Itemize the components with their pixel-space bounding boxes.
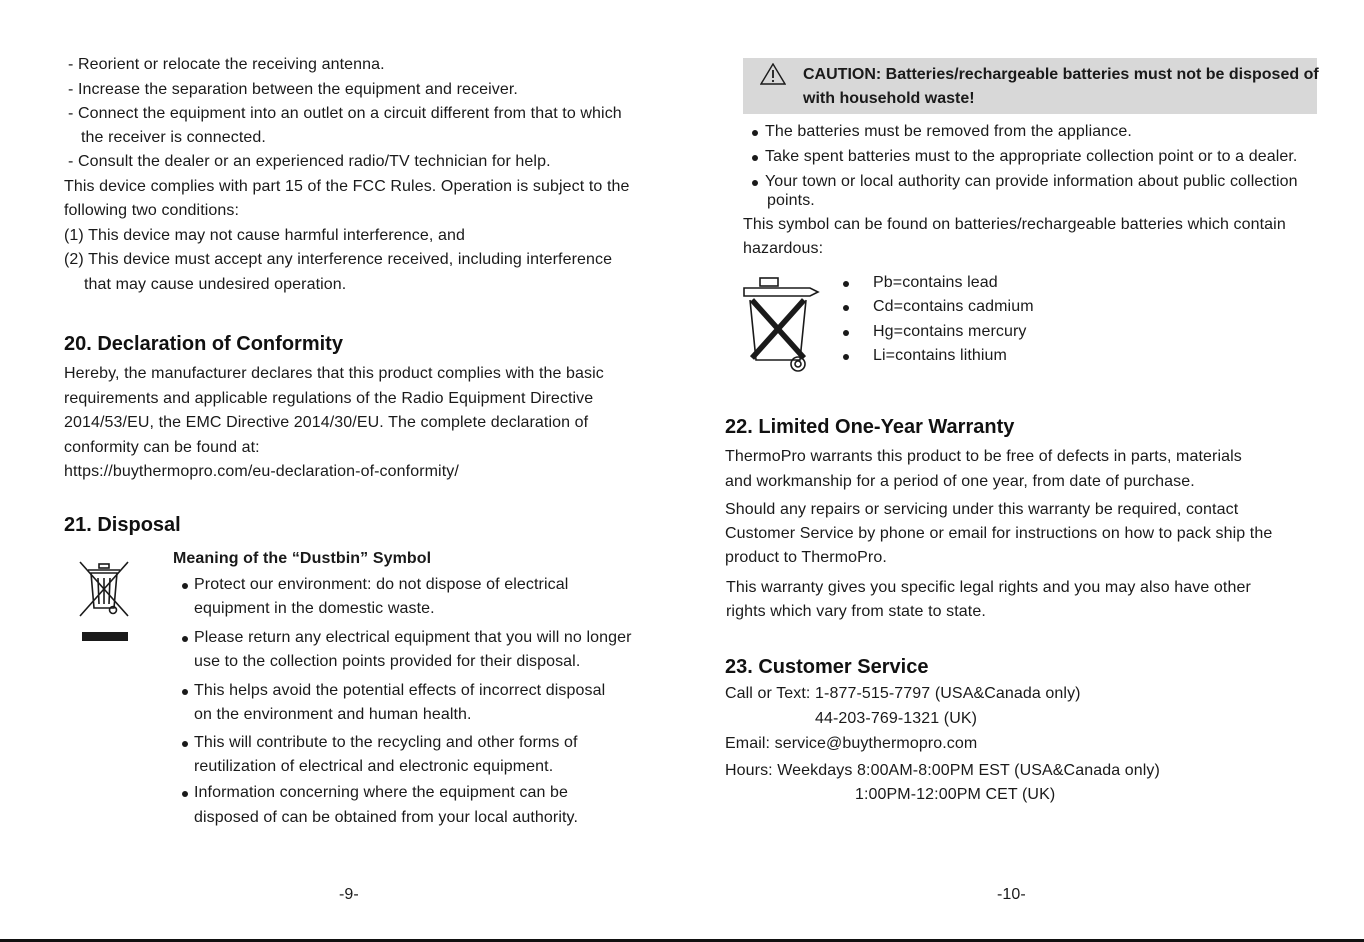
disposal-bullet-line: on the environment and human health. bbox=[194, 706, 472, 723]
warranty-line: Customer Service by phone or email for instructions on how to pack ship the bbox=[725, 525, 1273, 542]
disposal-bullet-line: disposed of can be obtained from your local authority. bbox=[194, 809, 578, 826]
bullet-dot bbox=[843, 354, 849, 360]
disposal-bullet-line: This will contribute to the recycling and other forms of bbox=[194, 734, 578, 751]
fcc-line-2: - Increase the separation between the equipment and receiver. bbox=[68, 81, 518, 98]
conformity-url[interactable]: https://buythermopro.com/eu-declaration-of-conformity/ bbox=[64, 463, 459, 480]
bullet-dot bbox=[843, 305, 849, 311]
hazard-item: Pb=contains lead bbox=[873, 274, 998, 291]
bullet-dot bbox=[843, 281, 849, 287]
battery-bullet: Take spent batteries must to the appropriate collection point or to a dealer. bbox=[765, 148, 1298, 165]
hazard-item: Hg=contains mercury bbox=[873, 323, 1027, 340]
bullet-dot bbox=[182, 689, 188, 695]
fcc-line-7: following two conditions: bbox=[64, 202, 240, 219]
call-uk-line: 44-203-769-1321 (UK) bbox=[815, 710, 978, 727]
warning-triangle-icon bbox=[760, 63, 786, 85]
battery-bullet-cont: points. bbox=[767, 192, 815, 209]
fcc-line-9: (2) This device must accept any interference received, including interference bbox=[64, 251, 613, 268]
disposal-heading: 21. Disposal bbox=[64, 514, 181, 536]
bullet-dot bbox=[752, 155, 758, 161]
conformity-line: requirements and applicable regulations of the Radio Equipment Directive bbox=[64, 390, 594, 407]
warranty-heading: 22. Limited One-Year Warranty bbox=[725, 416, 1015, 438]
disposal-bullet-line: Information concerning where the equipment can be bbox=[194, 784, 569, 801]
bullet-dot bbox=[182, 583, 188, 589]
fcc-line-6: This device complies with part 15 of the FCC Rules. Operation is subject to the bbox=[64, 178, 630, 195]
battery-bullet: The batteries must be removed from the appliance. bbox=[765, 123, 1132, 140]
bullet-dot bbox=[182, 741, 188, 747]
battery-bin-icon bbox=[740, 274, 824, 374]
customer-service-heading: 23. Customer Service bbox=[725, 656, 929, 678]
symbol-text: hazardous: bbox=[743, 240, 824, 257]
bullet-dot bbox=[752, 180, 758, 186]
weee-dustbin-icon bbox=[76, 558, 132, 644]
fcc-line-10: that may cause undesired operation. bbox=[84, 276, 347, 293]
email-line[interactable]: Email: service@buythermopro.com bbox=[725, 735, 978, 752]
warranty-line: This warranty gives you specific legal rights and you may also have other bbox=[726, 579, 1251, 596]
hours-line: Hours: Weekdays 8:00AM-8:00PM EST (USA&Canada only) bbox=[725, 762, 1160, 779]
disposal-bullet-line: use to the collection points provided for their disposal. bbox=[194, 653, 581, 670]
page-number-right: -10- bbox=[997, 886, 1026, 903]
disposal-bullet-line: Please return any electrical equipment that you will no longer bbox=[194, 629, 632, 646]
call-line: Call or Text: 1-877-515-7797 (USA&Canada only) bbox=[725, 685, 1081, 702]
conformity-line: Hereby, the manufacturer declares that this product complies with the basic bbox=[64, 365, 604, 382]
conformity-line: 2014/53/EU, the EMC Directive 2014/30/EU. The complete declaration of bbox=[64, 414, 589, 431]
hazard-item: Li=contains lithium bbox=[873, 347, 1007, 364]
page-number-left: -9- bbox=[339, 886, 359, 903]
disposal-bullet-line: reutilization of electrical and electronic equipment. bbox=[194, 758, 554, 775]
fcc-line-4: the receiver is connected. bbox=[81, 129, 266, 146]
warranty-line: product to ThermoPro. bbox=[725, 549, 887, 566]
fcc-line-1: - Reorient or relocate the receiving antenna. bbox=[68, 56, 385, 73]
warranty-line: ThermoPro warrants this product to be free of defects in parts, materials bbox=[725, 448, 1242, 465]
hazard-item: Cd=contains cadmium bbox=[873, 298, 1034, 315]
bullet-dot bbox=[182, 636, 188, 642]
dustbin-subheading: Meaning of the “Dustbin” Symbol bbox=[173, 550, 432, 567]
conformity-heading: 20. Declaration of Conformity bbox=[64, 333, 343, 355]
bullet-dot bbox=[752, 130, 758, 136]
fcc-line-5: - Consult the dealer or an experienced radio/TV technician for help. bbox=[68, 153, 551, 170]
warranty-line: rights which vary from state to state. bbox=[726, 603, 986, 620]
disposal-bullet-line: equipment in the domestic waste. bbox=[194, 600, 435, 617]
bullet-dot bbox=[182, 791, 188, 797]
caution-line-1: CAUTION: Batteries/rechargeable batteries must not be disposed of bbox=[803, 66, 1319, 83]
disposal-bullet-line: This helps avoid the potential effects of incorrect disposal bbox=[194, 682, 606, 699]
disposal-bullet-line: Protect our environment: do not dispose of electrical bbox=[194, 576, 569, 593]
warranty-line: and workmanship for a period of one year, from date of purchase. bbox=[725, 473, 1195, 490]
fcc-line-8: (1) This device may not cause harmful interference, and bbox=[64, 227, 465, 244]
caution-line-2: with household waste! bbox=[803, 90, 975, 107]
conformity-line: conformity can be found at: bbox=[64, 439, 260, 456]
hours-uk-line: 1:00PM-12:00PM CET (UK) bbox=[855, 786, 1056, 803]
warranty-line: Should any repairs or servicing under this warranty be required, contact bbox=[725, 501, 1239, 518]
fcc-line-3: - Connect the equipment into an outlet on a circuit different from that to which bbox=[68, 105, 622, 122]
symbol-text: This symbol can be found on batteries/rechargeable batteries which contain bbox=[743, 216, 1286, 233]
battery-bullet: Your town or local authority can provide information about public collection bbox=[765, 173, 1298, 190]
bullet-dot bbox=[843, 330, 849, 336]
